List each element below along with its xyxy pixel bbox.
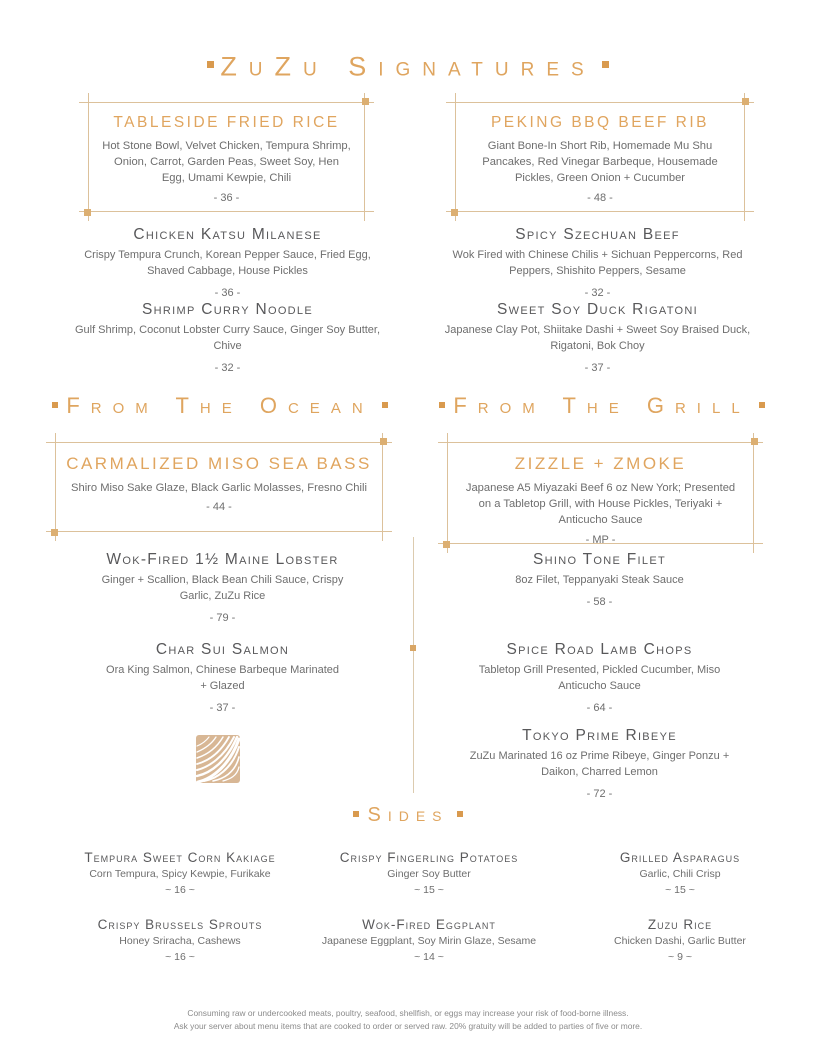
featured-box-tableside-fried-rice [88,102,365,212]
frame-ornament [55,433,56,443]
square-bullet-icon [457,811,463,817]
dish-price: - 37 - [209,701,236,714]
corner-square-icon [751,438,758,445]
menu-item-shino-tone-filet [432,551,767,608]
dish-price: - 79 - [209,611,236,624]
column-divider [413,537,414,793]
frame-ornament [447,433,448,443]
ocean-section-title [40,392,400,419]
dish-price: ~ 14 ~ [414,951,444,964]
dish-description: Ginger + Scallion, Black Bean Chili Sauce, Crispy Garlic, ZuZu Rice [101,574,344,602]
grill-section-title [428,392,776,419]
corner-square-icon [84,209,91,216]
side-item-tempura-sweet-corn-kakiage [40,850,320,896]
dish-name: PEKING BBQ BEEF RIB [490,114,710,131]
dish-name: Tokyo Prime Ribeye [522,727,677,744]
dish-description: Gulf Shrimp, Coconut Lobster Curry Sauce, Ginger Soy Butter, Chive [74,324,381,352]
square-bullet-icon [602,61,609,68]
square-bullet-icon [52,402,58,408]
corner-square-icon [51,529,58,536]
corner-square-icon [742,98,749,105]
corner-square-icon [380,438,387,445]
dish-name: Sweet Soy Duck Rigatoni [497,301,698,318]
dish-name: Tempura Sweet Corn Kakiage [84,850,276,865]
dish-price: ~ 16 ~ [165,884,195,897]
dish-name: Crispy Brussels Sprouts [97,917,263,932]
dish-name: Grilled Asparagus [619,850,741,865]
dish-price: - 37 - [584,361,611,374]
square-bullet-icon [207,61,214,68]
frame-ornament [744,211,754,212]
dish-price: ~ 9 ~ [668,951,692,964]
frame-ornament [455,93,456,103]
dish-name: Chicken Katsu Milanese [133,226,322,243]
frame-ornament [364,211,374,212]
dish-name: Spice Road Lamb Chops [506,641,693,658]
dish-description: Shiro Miso Sake Glaze, Black Garlic Molasses, Fresno Chili [71,482,367,494]
dish-price: ~ 15 ~ [414,884,444,897]
side-item-grilled-asparagus [562,850,798,896]
featured-box-peking-bbq-beef-rib [455,102,745,212]
dish-price: ~ 16 ~ [165,951,195,964]
corner-square-icon [451,209,458,216]
dish-description: 8oz Filet, Teppanyaki Steak Sauce [515,574,684,586]
dish-name: Wok-Fired Eggplant [362,917,496,932]
dish-description: Garlic, Chili Crisp [639,868,721,880]
square-bullet-icon [382,402,388,408]
dish-name: ZIZZLE + ZMOKE [514,454,687,473]
dish-description: Tabletop Grill Presented, Pickled Cucumber, Miso Anticucho Sauce [478,664,721,692]
dish-name: TABLESIDE FRIED RICE [113,114,340,131]
dish-description: Giant Bone-In Short Rib, Homemade Mu Shu Pancakes, Red Vinegar Barbeque, Housemade Pickles, Green Onion + Cucumber [482,140,718,185]
frame-ornament [382,531,392,532]
divider-square-icon [410,645,416,651]
menu-item-shrimp-curry-noodle [55,301,400,374]
square-bullet-icon [759,402,765,408]
dish-name: Spicy Szechuan Beef [515,226,680,243]
dish-price: ~ 15 ~ [665,884,695,897]
wave-emblem-icon [196,735,240,783]
frame-ornament [364,211,365,221]
frame-ornament [88,93,89,103]
corner-square-icon [362,98,369,105]
signatures-section-title [0,50,816,82]
dish-name: Shrimp Curry Noodle [142,301,313,318]
frame-ornament [753,543,763,544]
dish-name: Wok-Fired 1½ Maine Lobster [106,551,339,568]
side-item-zuzu-rice [562,917,798,963]
disclaimer-line-1: Consuming raw or undercooked meats, poultry, seafood, shellfish, or eggs may increase your risk of food-borne illness. [187,1008,629,1018]
square-bullet-icon [439,402,445,408]
menu-item-char-sui-salmon [55,641,390,714]
dish-description: Japanese Clay Pot, Shiitake Dashi + Sweet Soy Braised Duck, Rigatoni, Bok Choy [444,324,751,352]
dish-price: - 72 - [586,787,613,800]
dish-description: Honey Sriracha, Cashews [119,935,241,947]
sides-title-text: Sides [367,804,449,827]
dish-price: - 58 - [586,595,613,608]
dish-description: Japanese A5 Miyazaki Beef 6 oz New York; Presented on a Tabletop Grill, with House Pickles, Teriyaki + Anticucho Sauce [465,482,736,527]
square-bullet-icon [353,811,359,817]
dish-price: - 64 - [586,701,613,714]
grill-title-text: From The Grill [453,393,751,419]
corner-square-icon [443,541,450,548]
dish-price: - 32 - [214,361,241,374]
sides-section-title [0,804,816,827]
dish-price: - 32 - [584,286,611,299]
dish-description: Japanese Eggplant, Soy Mirin Glaze, Sesame [321,935,537,947]
dish-description: Corn Tempura, Spicy Kewpie, Furikake [89,868,271,880]
dish-price: - 36 - [213,191,240,204]
dish-description: Hot Stone Bowl, Velvet Chicken, Tempura Shrimp, Onion, Carrot, Garden Peas, Sweet Soy, Hen Egg, Umami Kewpie, Chili [102,140,351,185]
side-item-crispy-fingerling-potatoes [303,850,555,896]
frame-ornament [744,211,745,221]
dish-name: Crispy Fingerling Potatoes [339,850,519,865]
dish-description: Ora King Salmon, Chinese Barbeque Marinated + Glazed [106,664,339,692]
menu-item-wok-fired-maine-lobster [55,551,390,624]
dish-price: - 44 - [206,501,232,514]
side-item-wok-fired-eggplant [303,917,555,963]
disclaimer [0,1007,816,1033]
menu-item-spice-road-lamb-chops [432,641,767,714]
ocean-title-text: From The Ocean [66,393,374,419]
disclaimer-line-2: Ask your server about menu items that are cooked to order or served raw. 20% gratuity will be added to parties of five or more. [173,1021,643,1032]
menu-item-spicy-szechuan-beef [425,226,770,299]
dish-description: Wok Fired with Chinese Chilis + Sichuan Peppercorns, Red Peppers, Shishito Peppers, Sesame [452,249,743,277]
dish-description: Chicken Dashi, Garlic Butter [614,935,746,947]
dish-price: - MP - [585,533,616,546]
dish-name: Shino Tone Filet [533,551,666,568]
featured-box-zizzle-zmoke [447,442,754,544]
side-item-crispy-brussels-sprouts [40,917,320,963]
dish-name: Zuzu Rice [647,917,713,932]
dish-price: - 48 - [587,191,613,204]
dish-price: - 36 - [214,286,241,299]
menu-item-chicken-katsu-milanese [55,226,400,299]
dish-name: CARMALIZED MISO SEA BASS [66,454,372,473]
menu-item-tokyo-prime-ribeye [432,727,767,800]
frame-ornament [382,531,383,541]
dish-description: ZuZu Marinated 16 oz Prime Ribeye, Ginger Ponzu + Daikon, Charred Lemon [469,750,730,778]
featured-box-carmalized-miso-sea-bass [55,442,383,532]
dish-name: Char Sui Salmon [155,641,290,658]
dish-description: Crispy Tempura Crunch, Korean Pepper Sauce, Fried Egg, Shaved Cabbage, House Pickles [84,249,371,277]
signatures-title-text: ZuZu Signatures [220,51,596,82]
menu-item-sweet-soy-duck-rigatoni [425,301,770,374]
dish-description: Ginger Soy Butter [387,868,471,880]
